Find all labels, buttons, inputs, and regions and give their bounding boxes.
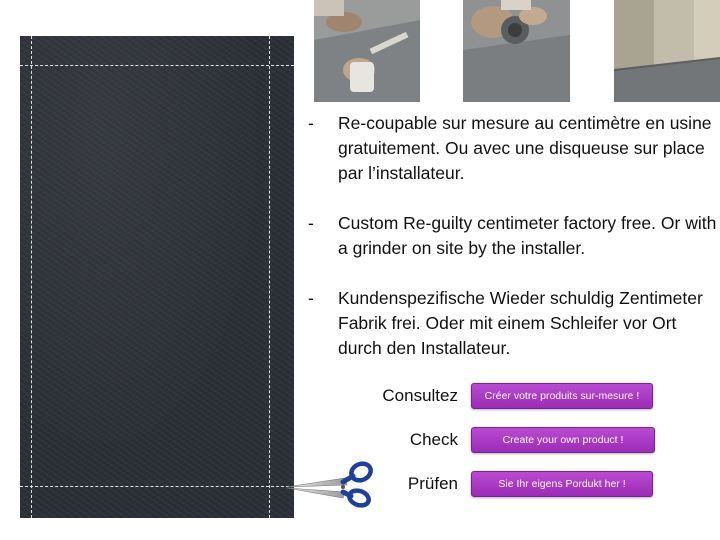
create-product-button-fr[interactable]: Créer votre produits sur-mesure ! (471, 383, 653, 409)
list-item: - Kundenspezifische Wieder schuldig Zentimeter Fabrik frei. Oder mit einem Schleifer vor Ort durch den Installateur. (308, 286, 718, 361)
cut-line-left (31, 36, 32, 518)
cut-line-bottom (20, 486, 294, 487)
cta-label-en: Check (409, 430, 458, 449)
photo-installed-floor (614, 0, 720, 102)
bullet-text-de: Kundenspezifische Wieder schuldig Zentimeter Fabrik frei. Oder mit einem Schleifer vor Ort durch den Installateur. (338, 288, 703, 358)
cut-line-right (269, 36, 270, 518)
cta-label-fr: Consultez (382, 386, 458, 405)
create-product-button-en[interactable]: Create your own product ! (471, 427, 655, 453)
cut-line-top (20, 65, 294, 66)
bullet-text-fr: Re-coupable sur mesure au centimètre en usine gratuitement. Ou avec une disqueuse sur place par l’installateur. (338, 113, 712, 183)
cta-label-de: Prüfen (407, 474, 458, 493)
create-product-button-de[interactable]: Sie Ihr eigens Pordukt her ! (471, 471, 653, 497)
list-item: - Re-coupable sur mesure au centimètre en usine gratuitement. Ou avec une disqueuse sur place par l’installateur. (308, 111, 718, 186)
material-sample-panel (20, 36, 294, 518)
list-item: - Custom Re-guilty centimeter factory free. Or with a grinder on site by the installer. (308, 211, 718, 261)
feature-list (308, 111, 718, 386)
photo-hands-marking-floor (314, 0, 420, 102)
bullet-text-en: Custom Re-guilty centimeter factory free. Or with a grinder on site by the installer. (338, 213, 717, 258)
photo-grinder-cutting (463, 0, 570, 102)
